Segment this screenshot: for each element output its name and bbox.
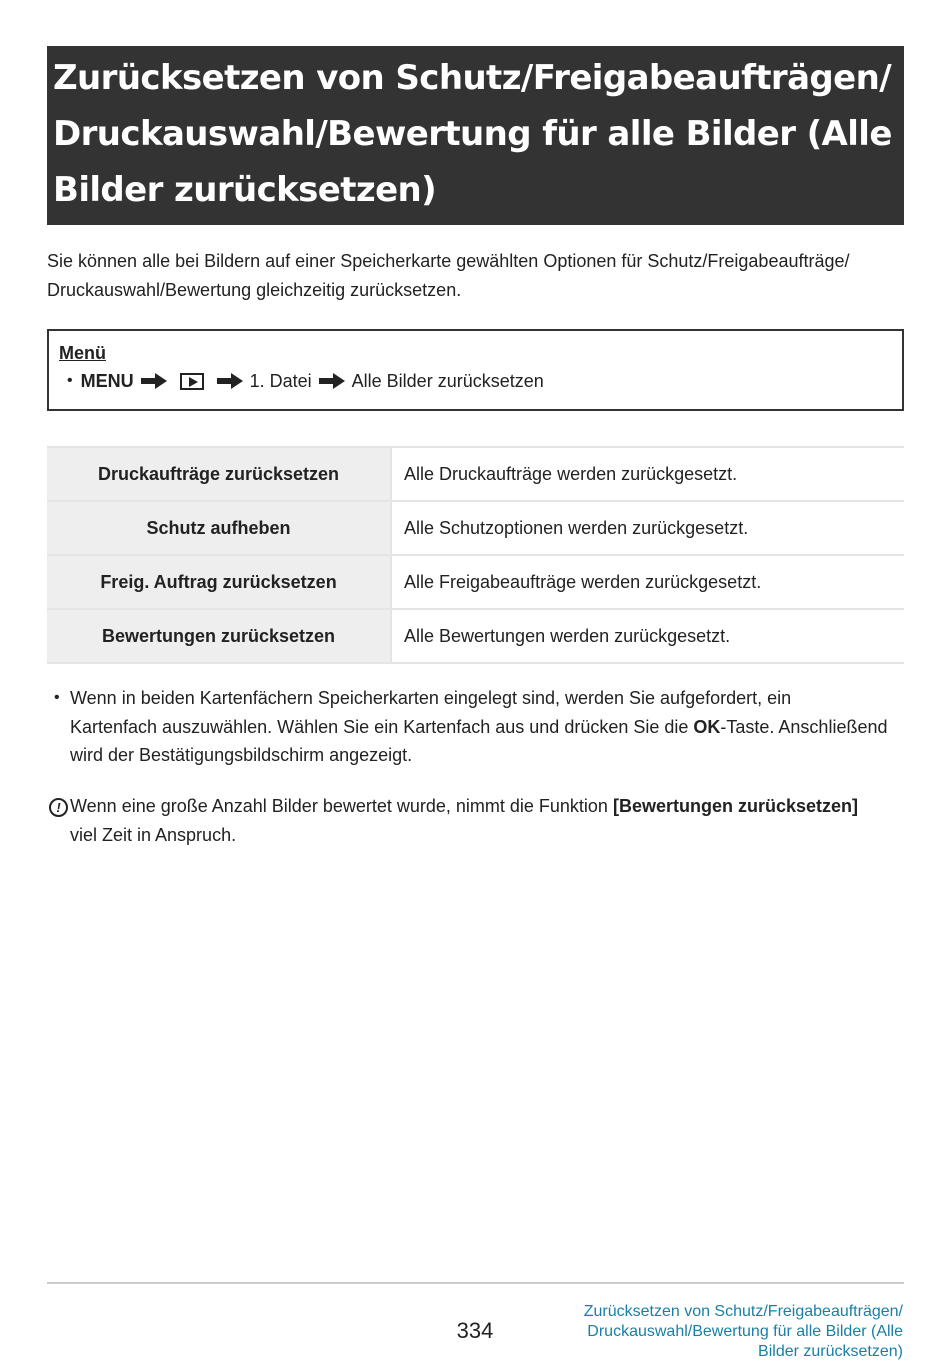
page-title-block — [47, 46, 904, 225]
ok-key-label: OK — [693, 716, 721, 737]
page-title-line: Bilder zurücksetzen) — [53, 170, 437, 210]
arrow-right-icon — [318, 373, 346, 389]
playback-icon — [180, 373, 204, 390]
menu-path — [59, 366, 892, 396]
note-line: Wenn in beiden Kartenfächern Speicherkarten eingelegt sind, werden Sie aufgefordert, ein — [70, 688, 792, 708]
page-title-line: Druckauswahl/Bewertung für alle Bilder (Alle — [53, 114, 892, 154]
description-cell: Alle Freigabeaufträge werden zurückgesetzt. — [391, 555, 904, 609]
arrow-right-icon — [216, 373, 244, 389]
options-table — [47, 446, 904, 664]
option-cell: Druckaufträge zurücksetzen — [47, 447, 391, 501]
footer-divider — [47, 1282, 904, 1284]
option-cell: Bewertungen zurücksetzen — [47, 609, 391, 663]
arrow-right-icon — [140, 373, 168, 389]
description-cell: Alle Schutzoptionen werden zurückgesetzt. — [391, 501, 904, 555]
page-title — [53, 50, 896, 218]
menu-key: MENU — [80, 371, 134, 391]
caution-icon: ! — [49, 798, 68, 817]
caution-function-name: [Bewertungen zurücksetzen] — [612, 796, 858, 816]
note-item — [47, 684, 904, 770]
menu-path-box — [47, 329, 904, 411]
footer-link-line[interactable]: Bilder zurücksetzen) — [758, 1343, 903, 1360]
table-row — [47, 609, 904, 663]
footer-link-line[interactable]: Druckauswahl/Bewertung für alle Bilder (Alle — [587, 1323, 903, 1340]
menu-step-file: 1. Datei — [249, 371, 312, 391]
table-row — [47, 501, 904, 555]
note-line: wird der Bestätigungsbildschirm angezeigt. — [70, 745, 413, 765]
note-line: -Taste. Anschließend — [720, 716, 888, 737]
option-cell: Schutz aufheben — [47, 501, 391, 555]
bullet: • — [54, 689, 60, 706]
intro-line: Sie können alle bei Bildern auf einer Speicherkarte gewählten Optionen für Schutz/Freigabeaufträge/ — [47, 251, 850, 271]
intro-line: Druckauswahl/Bewertung gleichzeitig zurücksetzen. — [47, 280, 462, 300]
caution-text: Wenn eine große Anzahl Bilder bewertet wurde, nimmt die Funktion — [70, 796, 613, 816]
caution-note — [47, 792, 904, 850]
footer-link-line[interactable]: Zurücksetzen von Schutz/Freigabeaufträgen/ — [583, 1303, 903, 1320]
menu-step-reset-all: Alle Bilder zurücksetzen — [351, 371, 544, 391]
page-number: 334 — [456, 1318, 494, 1343]
option-cell: Freig. Auftrag zurücksetzen — [47, 555, 391, 609]
caution-text: viel Zeit in Anspruch. — [70, 825, 237, 845]
table-row — [47, 447, 904, 501]
description-cell: Alle Druckaufträge werden zurückgesetzt. — [391, 447, 904, 501]
table-row — [47, 555, 904, 609]
page-title-line: Zurücksetzen von Schutz/Freigabeaufträgen/ — [53, 58, 892, 98]
bullet: • — [67, 372, 73, 389]
intro-paragraph — [47, 247, 904, 305]
footer-section-link[interactable] — [483, 1302, 903, 1362]
description-cell: Alle Bewertungen werden zurückgesetzt. — [391, 609, 904, 663]
menu-heading: Menü — [59, 343, 106, 363]
notes-list — [47, 684, 904, 770]
note-line: Kartenfach auszuwählen. Wählen Sie ein Kartenfach aus und drücken Sie die — [70, 716, 694, 737]
